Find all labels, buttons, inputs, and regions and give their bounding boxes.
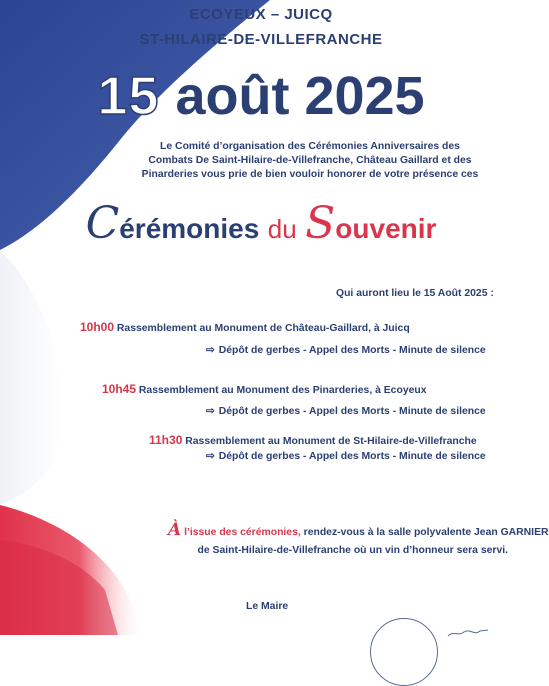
intro-line-1: Le Comité d’organisation des Cérémonies Anniversaires des (160, 141, 460, 152)
event-1-time: 10h00 (80, 320, 115, 334)
title-initial-s: S (305, 198, 336, 249)
intro-line-2: Combats De Saint-Hilaire-de-Villefranche, Château Gaillard et des (148, 155, 472, 166)
ceremony-title (0, 198, 522, 249)
event-1-text: Rassemblement au Monument de Château-Gaillard, à Juicq (116, 323, 410, 334)
event-3-detail-text: Dépôt de gerbes - Appel des Morts - Minute de silence (218, 451, 486, 462)
event-date (0, 65, 522, 127)
arrow-right-icon: ⇨ (206, 345, 215, 356)
intro-line-3: Pinarderies vous prie de bien vouloir honorer de votre présence ces (141, 169, 479, 180)
event-1 (80, 320, 410, 334)
arrow-right-icon: ⇨ (206, 406, 215, 417)
event-2-time: 10h45 (102, 382, 137, 396)
flag-fold-shadow (0, 250, 63, 505)
intro-text (120, 140, 500, 182)
closing-red-text: l’issue des cérémonies, (181, 527, 301, 538)
title-word-souvenir: ouvenir (335, 213, 437, 244)
event-3-time: 11h30 (149, 433, 183, 447)
closing-initial: À (168, 520, 182, 540)
event-1-detail-text: Dépôt de gerbes - Appel des Morts - Minute de silence (218, 345, 486, 356)
event-3 (149, 433, 477, 447)
town-seal-stamp (370, 618, 438, 686)
signature-title: Le Maire (246, 601, 289, 612)
closing-rest: rendez-vous à la salle polyvalente Jean GARNIER (300, 527, 549, 538)
event-2-text: Rassemblement au Monument des Pinarderies, à Ecoyeux (138, 385, 427, 396)
event-1-detail (206, 344, 486, 356)
schedule-intro: Qui auront lieu le 15 Août 2025 : (336, 288, 494, 299)
event-2-detail (206, 405, 486, 417)
header-commune-1: ECOYEUX – JUICQ (189, 6, 333, 23)
signature-scribble (448, 628, 488, 638)
date-month-year: août 2025 (175, 66, 425, 126)
arrow-right-icon: ⇨ (206, 451, 215, 462)
event-3-text: Rassemblement au Monument de St-Hilaire-de-Villefranche (185, 436, 477, 447)
title-initial-c: C (85, 198, 120, 249)
event-2 (102, 382, 427, 396)
closing-line-1 (168, 520, 549, 540)
event-3-detail (206, 450, 486, 462)
title-word-ceremonies: érémonies (119, 213, 260, 244)
header-commune-2: ST-HILAIRE-DE-VILLEFRANCHE (139, 31, 383, 48)
closing-line-2: de Saint-Hilaire-de-Villefranche où un vin d’honneur sera servi. (197, 545, 508, 556)
date-day: 15 (97, 66, 160, 126)
title-word-du: du (267, 214, 297, 244)
event-2-detail-text: Dépôt de gerbes - Appel des Morts - Minute de silence (218, 406, 486, 417)
